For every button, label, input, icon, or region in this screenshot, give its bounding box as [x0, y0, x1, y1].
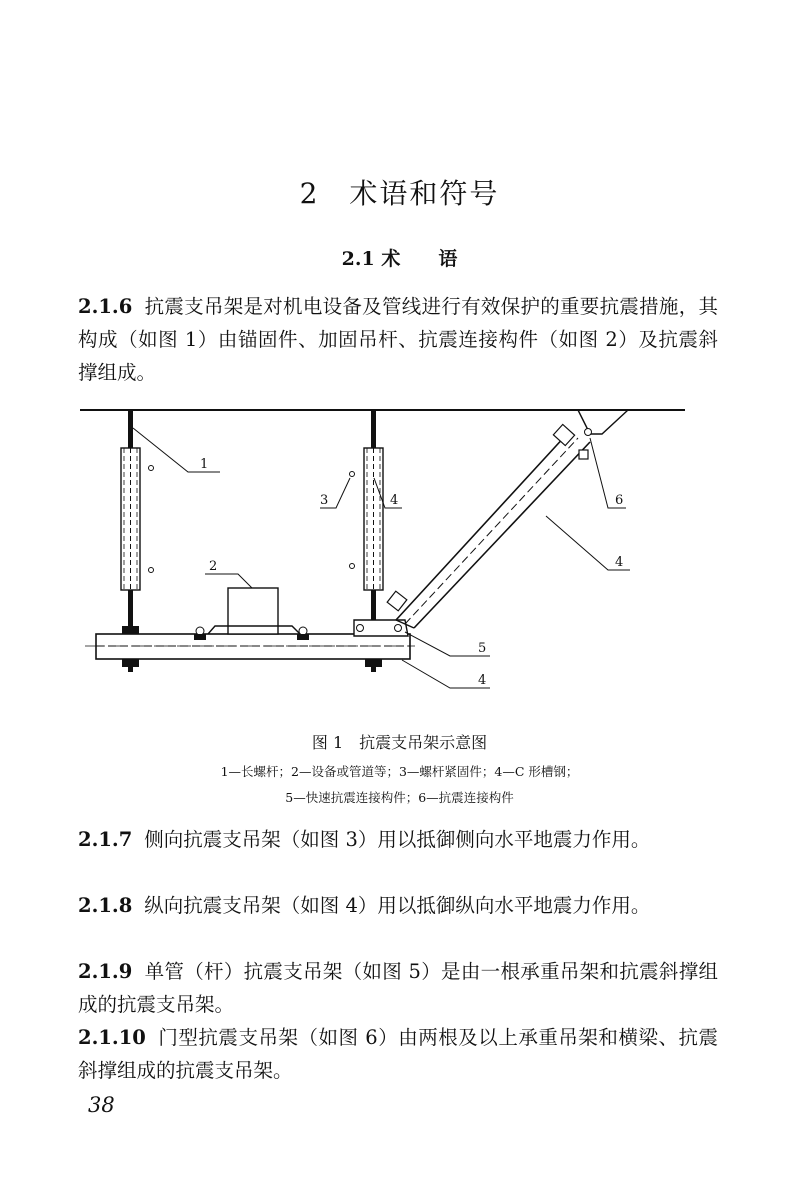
figure-legend-line1: 1—长螺杆；2—设备或管道等；3—螺杆紧固件；4—C 形槽钢；: [220, 764, 579, 779]
clause-2-1-6: [78, 290, 718, 389]
clause-number: 2.1.10: [78, 1026, 146, 1049]
clause-text: 抗震支吊架是对机电设备及管线进行有效保护的重要抗震措施，其构成（如图 1）由锚固件、加固吊杆、抗震连接构件（如图 2）及抗震斜撑组成。: [78, 295, 718, 384]
callout-6: [590, 438, 626, 508]
chapter-title: 2 术语和符号: [299, 177, 500, 210]
clause-2-1-9: [78, 955, 718, 1021]
callout-2: [205, 559, 252, 588]
clause-number: 2.1.7: [78, 828, 133, 851]
equipment-box: [228, 588, 278, 634]
figure-legend-line2: 5—快速抗震连接构件；6—抗震连接构件: [285, 790, 514, 805]
clause-number: 2.1.9: [78, 960, 133, 983]
callout-label: 2: [209, 559, 218, 574]
callout-4b: [546, 516, 630, 570]
clause-2-1-10: [78, 1021, 718, 1087]
seismic-diagonal-brace: [396, 434, 590, 628]
callout-label: 1: [200, 457, 209, 472]
clause-text: 侧向抗震支吊架（如图 3）用以抵御侧向水平地震力作用。: [144, 828, 651, 851]
callout-label: 3: [320, 493, 329, 508]
clause-2-1-7: [78, 823, 718, 856]
callout-3: [320, 478, 350, 508]
clause-text: 纵向抗震支吊架（如图 4）用以抵御纵向水平地震力作用。: [144, 894, 651, 917]
callout-label: 6: [615, 493, 624, 508]
callout-label: 4: [615, 555, 624, 570]
figure-caption: 图 1 抗震支吊架示意图: [311, 733, 488, 752]
clause-2-1-8: [78, 889, 718, 922]
clause-number: 2.1.6: [78, 295, 133, 318]
clause-number: 2.1.8: [78, 894, 133, 917]
callout-5: [405, 632, 490, 656]
figure-1-diagram: [80, 398, 690, 708]
callout-4c: [402, 660, 490, 688]
callout-label: 4: [478, 673, 487, 688]
callout-label: 5: [478, 641, 487, 656]
callout-label: 4: [390, 493, 399, 508]
page-number: 38: [88, 1093, 115, 1117]
callout-1: [133, 428, 220, 472]
clause-text: 单管（杆）抗震支吊架（如图 5）是由一根承重吊架和抗震斜撑组成的抗震支吊架。: [78, 960, 718, 1016]
section-title: 2.1 术 语: [341, 248, 458, 270]
clause-text: 门型抗震支吊架（如图 6）由两根及以上承重吊架和横梁、抗震斜撑组成的抗震支吊架。: [78, 1026, 718, 1082]
